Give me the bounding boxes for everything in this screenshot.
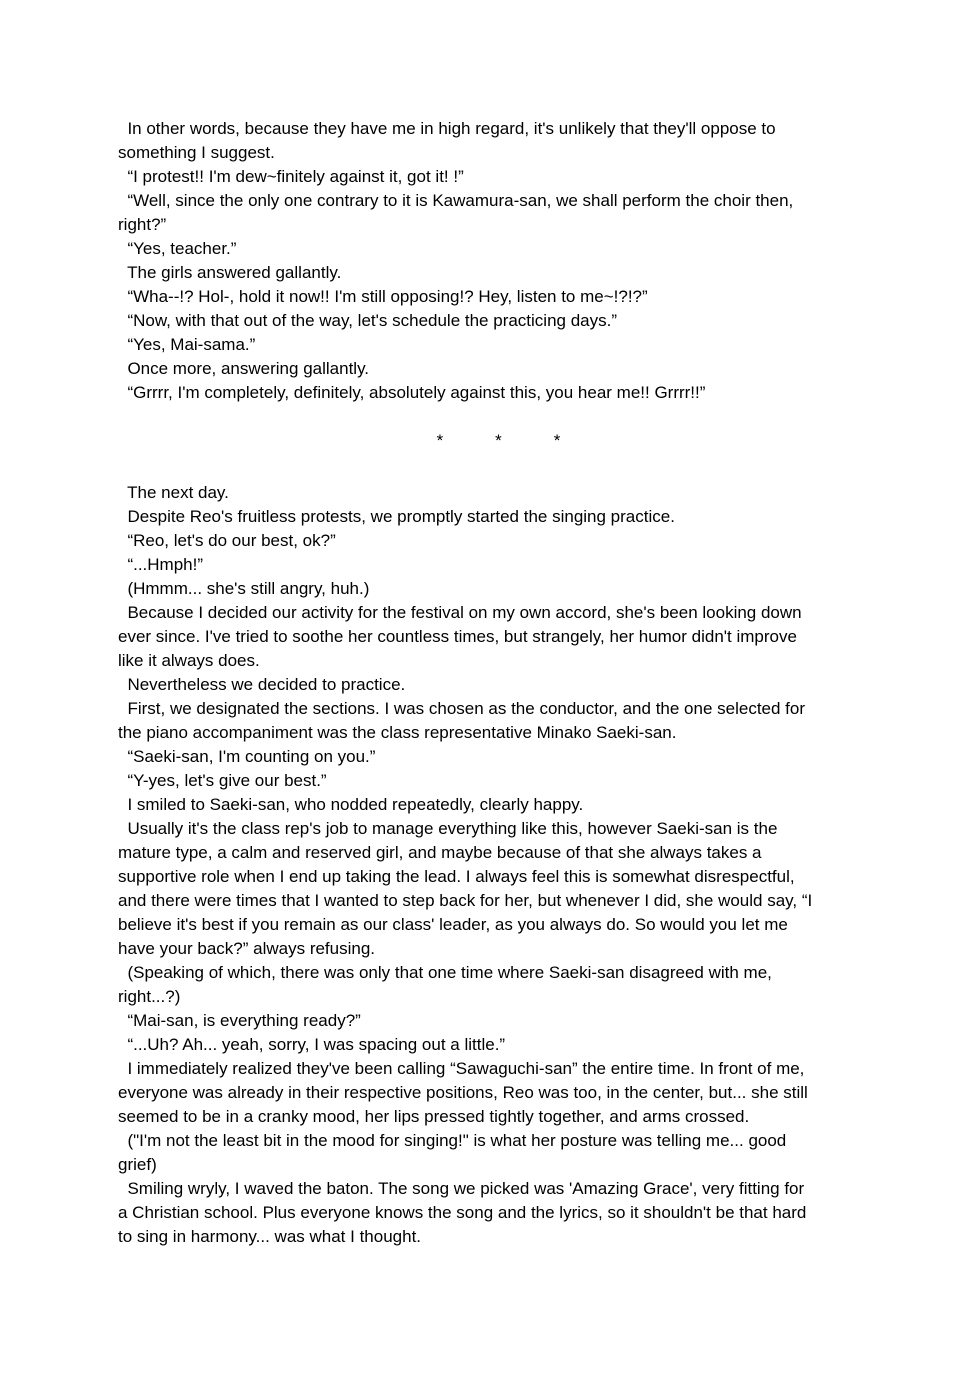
text-line: (Speaking of which, there was only that one time where Saeki-san disagreed with me,: [118, 963, 772, 982]
text-line: ever since. I've tried to soothe her countless times, but strangely, her humor didn't improve: [118, 627, 797, 646]
text-line: believe it's best if you remain as our class' leader, as you always do. So would you let me: [118, 915, 788, 934]
text-line: “I protest!! I'm dew~finitely against it, got it! !”: [118, 167, 464, 186]
text-line: Despite Reo's fruitless protests, we promptly started the singing practice.: [118, 507, 675, 526]
text-line: “Now, with that out of the way, let's schedule the practicing days.”: [118, 311, 618, 330]
text-line: Usually it's the class rep's job to manage everything like this, however Saeki-san is the: [118, 819, 778, 838]
text-line: Nevertheless we decided to practice.: [118, 675, 406, 694]
text-line: Because I decided our activity for the festival on my own accord, she's been looking down: [118, 603, 802, 622]
text-line: something I suggest.: [118, 143, 275, 162]
text-line: Smiling wryly, I waved the baton. The song we picked was 'Amazing Grace', very fitting for: [118, 1179, 805, 1198]
text-line: ("I'm not the least bit in the mood for singing!" is what her posture was telling me... good: [118, 1131, 787, 1150]
text-line: The next day.: [118, 483, 229, 502]
text-line: everyone was already in their respective positions, Reo was too, in the center, but... she still: [118, 1083, 808, 1102]
text-line: supportive role when I end up taking the lead. I always feel this is somewhat disrespectful,: [118, 867, 795, 886]
text-line: mature type, a calm and reserved girl, and maybe because of that she always takes a: [118, 843, 762, 862]
text-line: “...Hmph!”: [118, 555, 204, 574]
text-line: the piano accompaniment was the class representative Minako Saeki-san.: [118, 723, 677, 742]
scene-separator: * * *: [436, 431, 561, 450]
text-line: First, we designated the sections. I was chosen as the conductor, and the one selected for: [118, 699, 806, 718]
text-line: I smiled to Saeki-san, who nodded repeatedly, clearly happy.: [118, 795, 584, 814]
text-line: “Y-yes, let's give our best.”: [118, 771, 327, 790]
text-line: right?”: [118, 215, 167, 234]
text-line: In other words, because they have me in high regard, it's unlikely that they'll oppose to: [118, 119, 776, 138]
text-line: “Well, since the only one contrary to it is Kawamura-san, we shall perform the choir then,: [118, 191, 794, 210]
text-line: I immediately realized they've been calling “Sawaguchi-san” the entire time. In front of me,: [118, 1059, 805, 1078]
text-line: to sing in harmony... was what I thought.: [118, 1227, 422, 1246]
text-line: The girls answered gallantly.: [118, 263, 342, 282]
text-line: “Yes, Mai-sama.”: [118, 335, 256, 354]
text-line: and there were times that I wanted to step back for her, but whenever I did, she would say, “I: [118, 891, 813, 910]
text-line: seemed to be in a cranky mood, her lips pressed tightly together, and arms crossed.: [118, 1107, 750, 1126]
text-line: “...Uh? Ah... yeah, sorry, I was spacing out a little.”: [118, 1035, 506, 1054]
text-line: like it always does.: [118, 651, 260, 670]
blank-line: [118, 457, 879, 481]
blank-line: [118, 405, 879, 429]
text-line: have your back?” always refusing.: [118, 939, 376, 958]
text-line: “Saeki-san, I'm counting on you.”: [118, 747, 376, 766]
text-line: “Wha--!? Hol-, hold it now!! I'm still opposing!? Hey, listen to me~!?!?”: [118, 287, 648, 306]
text-line: Once more, answering gallantly.: [118, 359, 370, 378]
text-line: a Christian school. Plus everyone knows the song and the lyrics, so it shouldn't be that hard: [118, 1203, 807, 1222]
text-line: “Reo, let's do our best, ok?”: [118, 531, 336, 550]
text-line: (Hmmm... she's still angry, huh.): [118, 579, 370, 598]
text-line: “Grrrr, I'm completely, definitely, absolutely against this, you hear me!! Grrrr!!”: [118, 383, 706, 402]
text-line: “Mai-san, is everything ready?”: [118, 1011, 361, 1030]
text-line: right...?): [118, 987, 181, 1006]
page-text: [118, 117, 879, 1249]
text-line: grief): [118, 1155, 157, 1174]
text-line: “Yes, teacher.”: [118, 239, 237, 258]
